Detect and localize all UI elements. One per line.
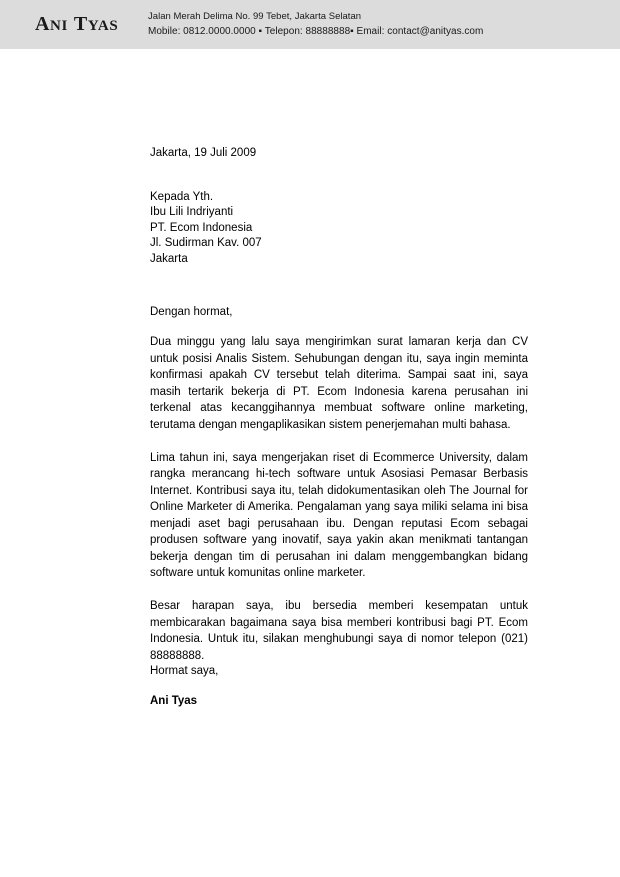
company-logo-text — [35, 13, 118, 37]
letter-signature-name: Ani Tyas — [150, 695, 198, 707]
logo-letters-yas: YAS — [87, 18, 119, 34]
letter-date: Jakarta, 19 Juli 2009 — [150, 147, 257, 159]
recipient-line: PT. Ecom Indonesia — [150, 221, 253, 234]
letter-salutation: Dengan hormat, — [150, 306, 233, 318]
recipient-line: Kepada Yth. — [150, 191, 214, 203]
letterhead-address-line: Jalan Merah Delima No. 99 Tebet, Jakarta Selatan — [148, 11, 362, 22]
recipient-line: Jl. Sudirman Kav. 007 — [150, 237, 262, 250]
recipient-line: Ibu Lili Indriyanti — [150, 206, 234, 219]
logo-letters-ni: NI — [50, 18, 68, 34]
letterhead-contact-block — [148, 9, 483, 39]
logo-letter-t: T — [73, 13, 88, 35]
letter-closing: Hormat saya, — [150, 665, 219, 677]
logo-letter-a: A — [35, 13, 51, 35]
recipient-line: Jakarta — [150, 252, 188, 265]
letter-paragraph: Dua minggu yang lalu saya mengirimkan surat lamaran kerja dan CV untuk posisi Analis Sistem. Sehubungan dengan itu, saya ingin meminta konfirmasi apakah CV tersebut telah diterima. Sampai saat ini, saya masih tertarik bekerja di PT. Ecom Indonesia karena perusahan ini terkenal atas kecanggihannya membuat software online marketing, terutama dengan mengaplikasikan sistem penerjemahan multi bahasa. — [150, 336, 528, 431]
recipient-address-block — [150, 190, 528, 267]
letter-paragraph: Lima tahun ini, saya mengerjakan riset di Ecommerce University, dalam rangka merancang hi-tech software untuk Asosiasi Pemasar Berbasis Internet. Kontribusi saya itu, telah didokumentasikan oleh The Journal for Online Marketer di Amerika. Pengalaman yang saya miliki selama ini bisa menjadi aset bagi perusahaan ibu. Dengan reputasi Ecom sebagai produsen software yang inovatif, saya yakin akan menikmati tantangan bekerja dengan tim di perusahan ini dalam menggembangkan bidang software untuk komunitas online marketer. — [150, 451, 528, 579]
letter-paragraph: Besar harapan saya, ibu bersedia memberi kesempatan untuk membicarakan bagaimana saya bisa memberi kontribusi bagi PT. Ecom Indonesia. Untuk itu, silakan menghubungi saya di nomor telepon (021) 88888888. — [150, 600, 528, 662]
letterhead-banner — [0, 0, 620, 49]
letterhead-contact-line: Mobile: 0812.0000.0000 ▪ Telepon: 88888888▪ Email: contact@anityas.com — [148, 26, 484, 37]
letter-paragraphs — [150, 334, 528, 664]
